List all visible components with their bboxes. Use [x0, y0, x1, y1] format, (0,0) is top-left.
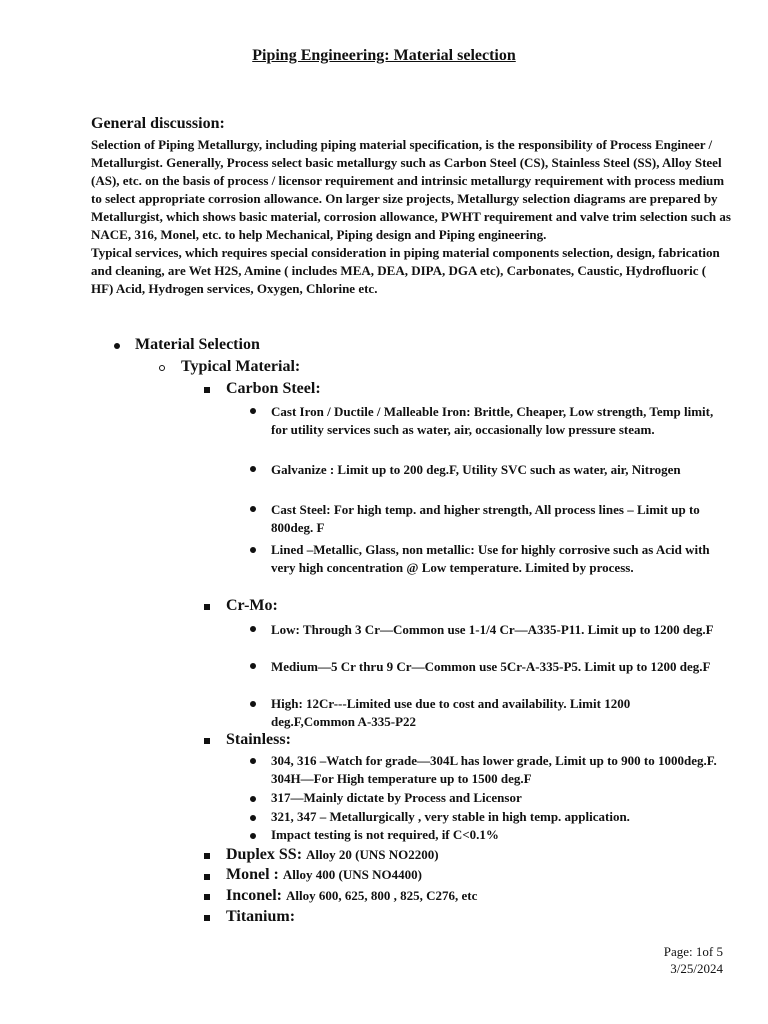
bullet-dot-icon [250, 466, 256, 472]
bullet-dot-icon [250, 506, 256, 512]
bullet-dot-icon [250, 547, 256, 553]
material-label: Duplex SS: [226, 846, 303, 863]
outline-l1: Material Selection [135, 336, 260, 353]
bullet-dot-icon [114, 343, 120, 349]
material-carbon-steel: Carbon Steel: [226, 380, 321, 397]
material-monel [226, 866, 422, 884]
bullet-square-icon [204, 853, 210, 859]
print-date: 3/25/2024 [670, 961, 723, 976]
list-item: Medium—5 Cr thru 9 Cr—Common use 5Cr-A-335-P5. Limit up to 1200 deg.F [271, 659, 711, 674]
page-footer [664, 943, 723, 977]
bullet-dot-icon [250, 758, 256, 764]
material-value: Alloy 400 (UNS NO4400) [282, 867, 422, 882]
bullet-circle-icon [159, 365, 165, 371]
list-item: Cast Iron / Ductile / Malleable Iron: Brittle, Cheaper, Low strength, Temp limit, for utility services such as water, air, occasionally low pressure steam. [271, 404, 714, 437]
bullet-dot-icon [250, 701, 256, 707]
material-value: Alloy 600, 625, 800 , 825, C276, etc [286, 888, 478, 903]
material-stainless: Stainless: [226, 731, 291, 748]
material-cr-mo: Cr-Mo: [226, 597, 278, 614]
bullet-square-icon [204, 894, 210, 900]
outline-l2: Typical Material: [181, 358, 301, 375]
bullet-square-icon [204, 874, 210, 880]
bullet-square-icon [204, 738, 210, 744]
bullet-square-icon [204, 915, 210, 921]
list-item: 304, 316 –Watch for grade—304L has lower grade, Limit up to 900 to 1000deg.F. 304H—For High temperature up to 1500 deg.F [271, 753, 717, 786]
material-duplex [226, 846, 439, 864]
material-inconel [226, 887, 477, 905]
material-label: Monel : [226, 866, 279, 883]
page-title: Piping Engineering: Material selection [252, 47, 516, 64]
list-item: Low: Through 3 Cr—Common use 1-1/4 Cr—A335-P11. Limit up to 1200 deg.F [271, 622, 714, 637]
material-titanium: Titanium: [226, 908, 296, 925]
bullet-dot-icon [250, 626, 256, 632]
bullet-dot-icon [250, 815, 256, 821]
list-item: Impact testing is not required, if C<0.1% [271, 827, 499, 842]
general-discussion-body [91, 136, 731, 298]
bullet-square-icon [204, 604, 210, 610]
material-label: Inconel: [226, 887, 282, 904]
material-value: Alloy 20 (UNS NO2200) [306, 847, 439, 862]
bullet-dot-icon [250, 663, 256, 669]
list-item: Cast Steel: For high temp. and higher strength, All process lines – Limit up to 800deg. F [271, 502, 700, 535]
list-item: 321, 347 – Metallurgically , very stable in high temp. application. [271, 809, 630, 824]
list-item: Lined –Metallic, Glass, non metallic: Use for highly corrosive such as Acid with very high concentration @ Low temperature. Limited by process. [271, 542, 710, 575]
page-number: Page: 1of 5 [663, 944, 723, 959]
list-item: 317—Mainly dictate by Process and Licensor [271, 790, 522, 805]
bullet-dot-icon [250, 408, 256, 414]
list-item: Galvanize : Limit up to 200 deg.F, Utility SVC such as water, air, Nitrogen [271, 462, 681, 477]
bullet-dot-icon [250, 833, 256, 839]
paragraph: Selection of Piping Metallurgy, including piping material specification, is the responsibility of Process Engineer / Metallurgist. Generally, Process select basic metallurgy such as Carbon Steel (CS), Stainless Steel (SS), Alloy Steel (AS), etc. on the basis of process / licensor requirement and intrinsic metallurgy requirement with process medium to select appropriate corrosion allowance. On larger size projects, Metallurgy selection diagrams are prepared by Metallurgist, which shows basic material, corrosion allowance, PWHT requirement and valve trim selection such as NACE, 316, Monel, etc. to help Mechanical, Piping design and Piping engineering. [91, 137, 731, 242]
bullet-square-icon [204, 387, 210, 393]
paragraph: Typical services, which requires special consideration in piping material components selection, design, fabrication and cleaning, are Wet H2S, Amine ( includes MEA, DEA, DIPA, DGA etc), Carbonates, Caustic, Hydrofluoric ( HF) Acid, Hydrogen services, Oxygen, Chlorine etc. [91, 245, 720, 296]
bullet-dot-icon [250, 796, 256, 802]
section-heading: General discussion: [91, 115, 225, 132]
list-item: High: 12Cr---Limited use due to cost and availability. Limit 1200 deg.F,Common A-335-P22 [271, 696, 631, 729]
